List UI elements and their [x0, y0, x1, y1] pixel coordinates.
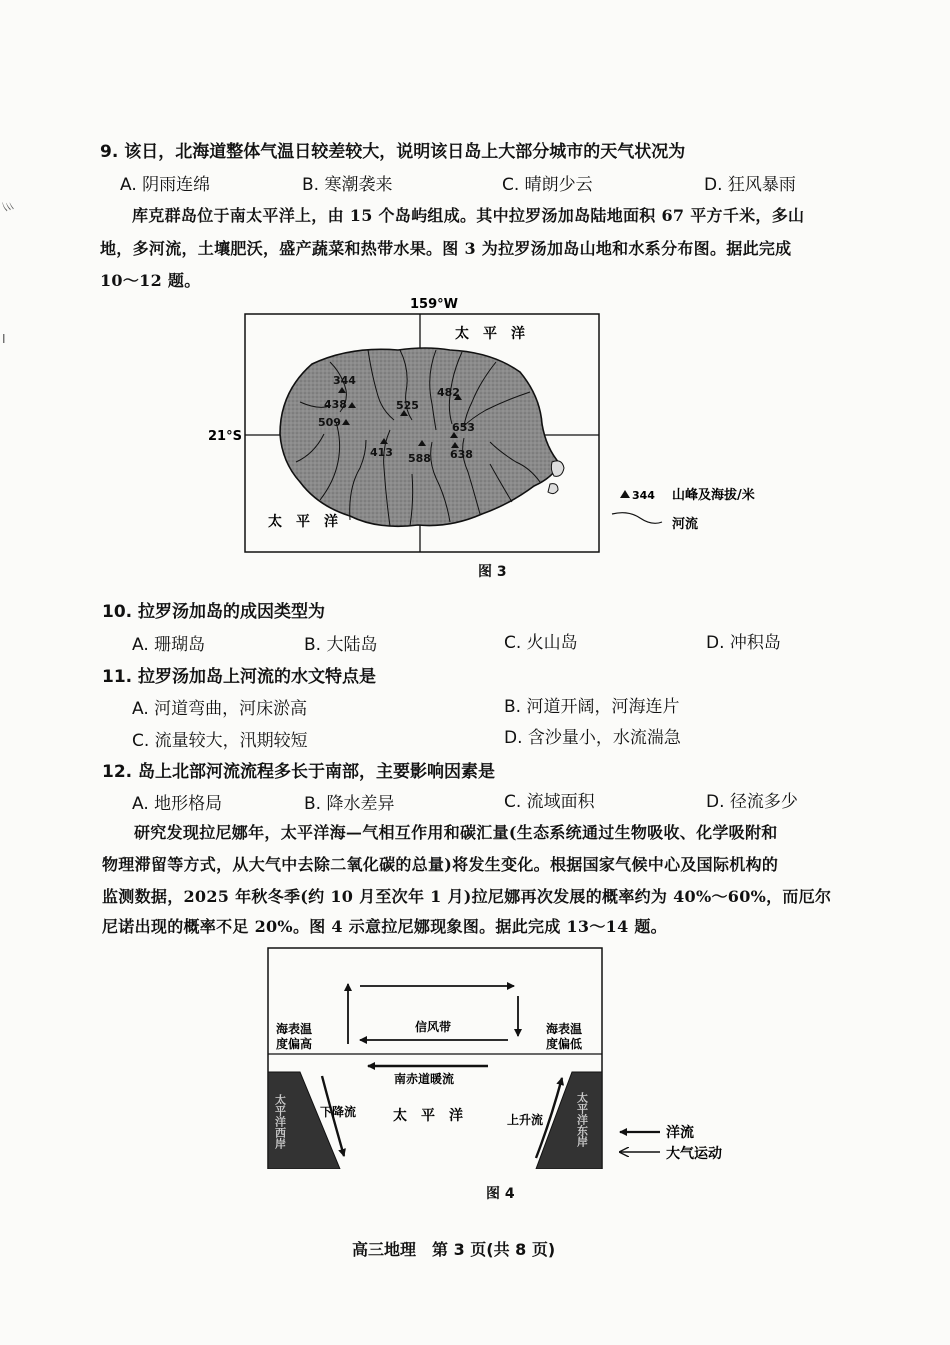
east-pacific-coast — [536, 1072, 602, 1169]
peak-label: 653 — [452, 421, 475, 434]
peak-label: 588 — [408, 452, 431, 465]
question-12-option-b: B. 降水差异 — [304, 794, 395, 814]
sst-high-label: 海表温 — [276, 1022, 313, 1036]
context-paragraph-line: 物理滞留等方式，从大气中去除二氧化碳的总量)将发生变化。根据国家气候中心及国际机构的 — [102, 855, 779, 874]
west-coast-label: 太平洋西岸 — [273, 1094, 287, 1149]
legend-peak-text: 山峰及海拔/米 — [672, 488, 755, 503]
east-coast-label: 太平洋东岸 — [575, 1092, 589, 1147]
downwelling-label: 下降流 — [320, 1105, 357, 1119]
question-11-option-c: C. 流量较大，汛期较短 — [132, 731, 308, 751]
question-12-option-d: D. 径流多少 — [706, 792, 798, 812]
context-paragraph-line: 监测数据，2025 年秋冬季(约 10 月至次年 1 月)拉尼娜再次发展的概率约为 40%～60%，而厄尔 — [102, 887, 832, 906]
islet — [551, 461, 564, 476]
question-9-option-c: C. 晴朗少云 — [502, 175, 593, 195]
page-footer: 高三地理 第 3 页(共 8 页) — [352, 1240, 556, 1259]
peak-label: 413 — [370, 446, 393, 459]
figure-3-island-map — [200, 292, 760, 582]
legend-peak-icon — [620, 490, 630, 498]
peak-label: 344 — [333, 374, 356, 387]
context-paragraph-line: 地，多河流，土壤肥沃，盛产蔬菜和热带水果。图 3 为拉罗汤加岛山地和水系分布图。据此完成 — [100, 239, 792, 258]
question-12-stem: 12. 岛上北部河流流程多长于南部，主要影响因素是 — [102, 762, 496, 782]
question-11-option-b: B. 河道开阔，河海连片 — [504, 697, 680, 717]
question-11-option-d: D. 含沙量小，水流湍急 — [504, 728, 681, 748]
question-10-option-d: D. 冲积岛 — [706, 633, 781, 653]
legend-air-text: 大气运动 — [666, 1146, 722, 1162]
peak-label: 638 — [450, 448, 473, 461]
trade-wind-label: 信风带 — [415, 1020, 452, 1034]
context-paragraph-line: 研究发现拉尼娜年，太平洋海—气相互作用和碳汇量(生态系统通过生物吸收、化学吸附和 — [134, 823, 778, 842]
question-11-stem: 11. 拉罗汤加岛上河流的水文特点是 — [102, 667, 377, 687]
context-paragraph-line: 库克群岛位于南太平洋上，由 15 个岛屿组成。其中拉罗汤加岛陆地面积 67 平方千米，多山 — [132, 206, 805, 225]
peak-label: 525 — [396, 399, 419, 412]
peak-label: 509 — [318, 416, 341, 429]
question-10-option-c: C. 火山岛 — [504, 633, 578, 653]
context-paragraph-line: 10～12 题。 — [100, 271, 201, 290]
figure-3-caption: 图 3 — [478, 564, 507, 580]
sst-low-label: 度偏低 — [546, 1037, 583, 1051]
legend-current-text: 洋流 — [666, 1125, 694, 1141]
question-10-option-a: A. 珊瑚岛 — [132, 635, 206, 655]
sst-low-label: 海表温 — [546, 1022, 583, 1036]
context-paragraph-line: 尼诺出现的概率不足 20%。图 4 示意拉尼娜现象图。据此完成 13～14 题。 — [102, 917, 667, 936]
question-9-option-a: A. 阴雨连绵 — [120, 175, 211, 195]
peak-label: 438 — [324, 398, 347, 411]
figure-4-la-nina-diagram — [260, 944, 740, 1169]
margin-mark: 彡 — [0, 200, 15, 213]
latitude-label: 21°S — [208, 429, 242, 444]
question-9-option-b: B. 寒潮袭来 — [302, 175, 393, 195]
ocean-label-northeast: 太 平 洋 — [455, 326, 525, 342]
peak-label: 482 — [437, 386, 460, 399]
islet — [548, 484, 558, 494]
ocean-label-southwest: 太 平 洋 — [268, 514, 338, 530]
question-12-option-c: C. 流域面积 — [504, 792, 595, 812]
legend-river-icon — [612, 513, 662, 524]
question-12-option-a: A. 地形格局 — [132, 794, 223, 814]
question-10-option-b: B. 大陆岛 — [304, 635, 378, 655]
question-11-option-a: A. 河道弯曲，河床淤高 — [132, 699, 308, 719]
margin-mark: I — [2, 332, 6, 346]
legend-river-text: 河流 — [672, 517, 699, 532]
question-9-stem: 9. 该日，北海道整体气温日较差较大，说明该日岛上大部分城市的天气状况为 — [100, 142, 686, 162]
upwelling-label: 上升流 — [507, 1113, 544, 1127]
question-10-stem: 10. 拉罗汤加岛的成因类型为 — [102, 602, 326, 622]
counter-current-label: 南赤道暖流 — [394, 1072, 455, 1086]
question-9-option-d: D. 狂风暴雨 — [704, 175, 796, 195]
legend-peak-value: 344 — [632, 489, 655, 502]
sst-high-label: 度偏高 — [276, 1037, 313, 1051]
figure-4-caption: 图 4 — [486, 1186, 515, 1202]
ocean-label: 太 平 洋 — [393, 1108, 463, 1124]
longitude-label: 159°W — [410, 297, 458, 312]
